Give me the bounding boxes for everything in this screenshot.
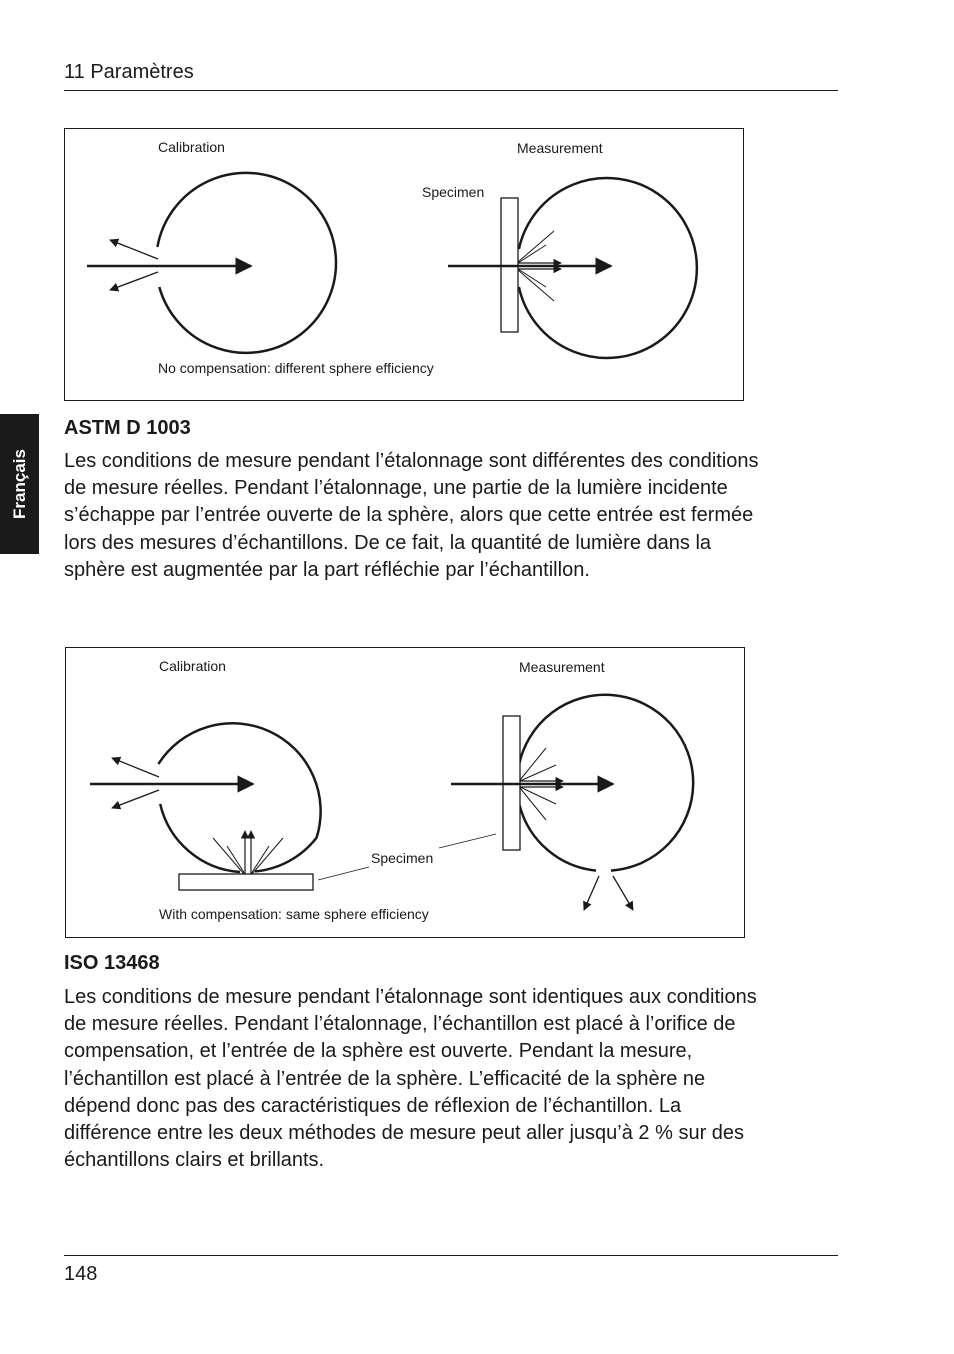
measurement-sphere <box>520 805 597 871</box>
figure-no-compensation <box>64 128 744 401</box>
section-heading-iso: ISO 13468 <box>64 952 160 974</box>
measurement-scattered-ray <box>518 270 554 301</box>
section-paragraph-astm <box>64 448 864 584</box>
calibration-sphere <box>158 723 320 871</box>
escaping-light-arrow <box>613 876 633 910</box>
calibration-escaping-light-arrow <box>112 790 159 808</box>
figure-with-compensation-diagram <box>66 648 744 937</box>
paragraph-line: compensation, et l’entrée de la sphère est ouverte. Pendant la mesure, <box>64 1040 693 1063</box>
measurement-label: Measurement <box>519 659 605 675</box>
header-rule <box>64 90 838 91</box>
calibration-sphere <box>160 804 240 872</box>
paragraph-line: échantillons clairs et brillants. <box>64 1149 325 1172</box>
language-side-tab <box>0 414 39 554</box>
specimen-leader-line <box>318 867 369 880</box>
paragraph-line: dépend donc pas des caractéristiques de réflexion de l’échantillon. La <box>64 1094 682 1117</box>
measurement-scattered-ray <box>518 245 546 263</box>
section-paragraph-iso <box>64 984 864 1174</box>
paragraph-line: sphère est augmentée par la part réfléchie par l’échantillon. <box>64 558 590 581</box>
section-heading-astm: ASTM D 1003 <box>64 417 191 439</box>
measurement-scattered-ray <box>520 787 556 804</box>
paragraph-line: différence entre les deux méthodes de mesure peut aller jusqu’à 2 % sur des <box>64 1122 745 1145</box>
language-side-tab-label: Français <box>9 449 29 519</box>
figure-caption: No compensation: different sphere efficiency <box>158 360 434 376</box>
calibration-label: Calibration <box>158 139 225 155</box>
measurement-label: Measurement <box>517 140 603 156</box>
figure-no-compensation-diagram <box>65 129 743 400</box>
paragraph-line: Les conditions de mesure pendant l’étalonnage sont identiques aux conditions <box>64 986 757 1008</box>
footer-rule <box>64 1255 838 1256</box>
calibration-specimen-plate <box>179 874 313 890</box>
calibration-escaping-light-arrow <box>112 758 159 777</box>
paragraph-line: Les conditions de mesure pendant l’étalonnage sont différentes des conditions <box>64 450 759 472</box>
paragraph-line: de mesure réelles. Pendant l’étalonnage, une partie de la lumière incidente <box>64 477 728 500</box>
page-number: 148 <box>64 1263 98 1285</box>
figure-caption: With compensation: same sphere efficiency <box>159 906 429 922</box>
calibration-escaping-light-arrow <box>110 272 158 290</box>
measurement-sphere <box>519 695 694 871</box>
calibration-escaping-light-arrow <box>110 240 158 259</box>
paragraph-line: de mesure réelles. Pendant l’étalonnage, l’échantillon est placé à l’orifice de <box>64 1013 736 1036</box>
specimen-leader-line <box>439 834 496 848</box>
page-header-title: 11 Paramètres <box>64 61 194 83</box>
escaping-light-arrow <box>584 876 599 910</box>
measurement-scattered-ray <box>518 269 546 287</box>
calibration-label: Calibration <box>159 658 226 674</box>
figure-with-compensation <box>65 647 745 938</box>
paragraph-line: lors des mesures d’échantillons. De ce fait, la quantité de lumière dans la <box>64 531 712 554</box>
specimen-label: Specimen <box>371 850 434 866</box>
calibration-sphere <box>157 173 336 353</box>
specimen-label: Specimen <box>422 184 485 200</box>
paragraph-line: s’échappe par l’entrée ouverte de la sphère, alors que cette entrée est fermée <box>64 504 754 527</box>
measurement-sphere <box>519 178 697 358</box>
paragraph-line: l’échantillon est placé à l’entrée de la sphère. L’efficacité de la sphère ne <box>64 1067 706 1090</box>
